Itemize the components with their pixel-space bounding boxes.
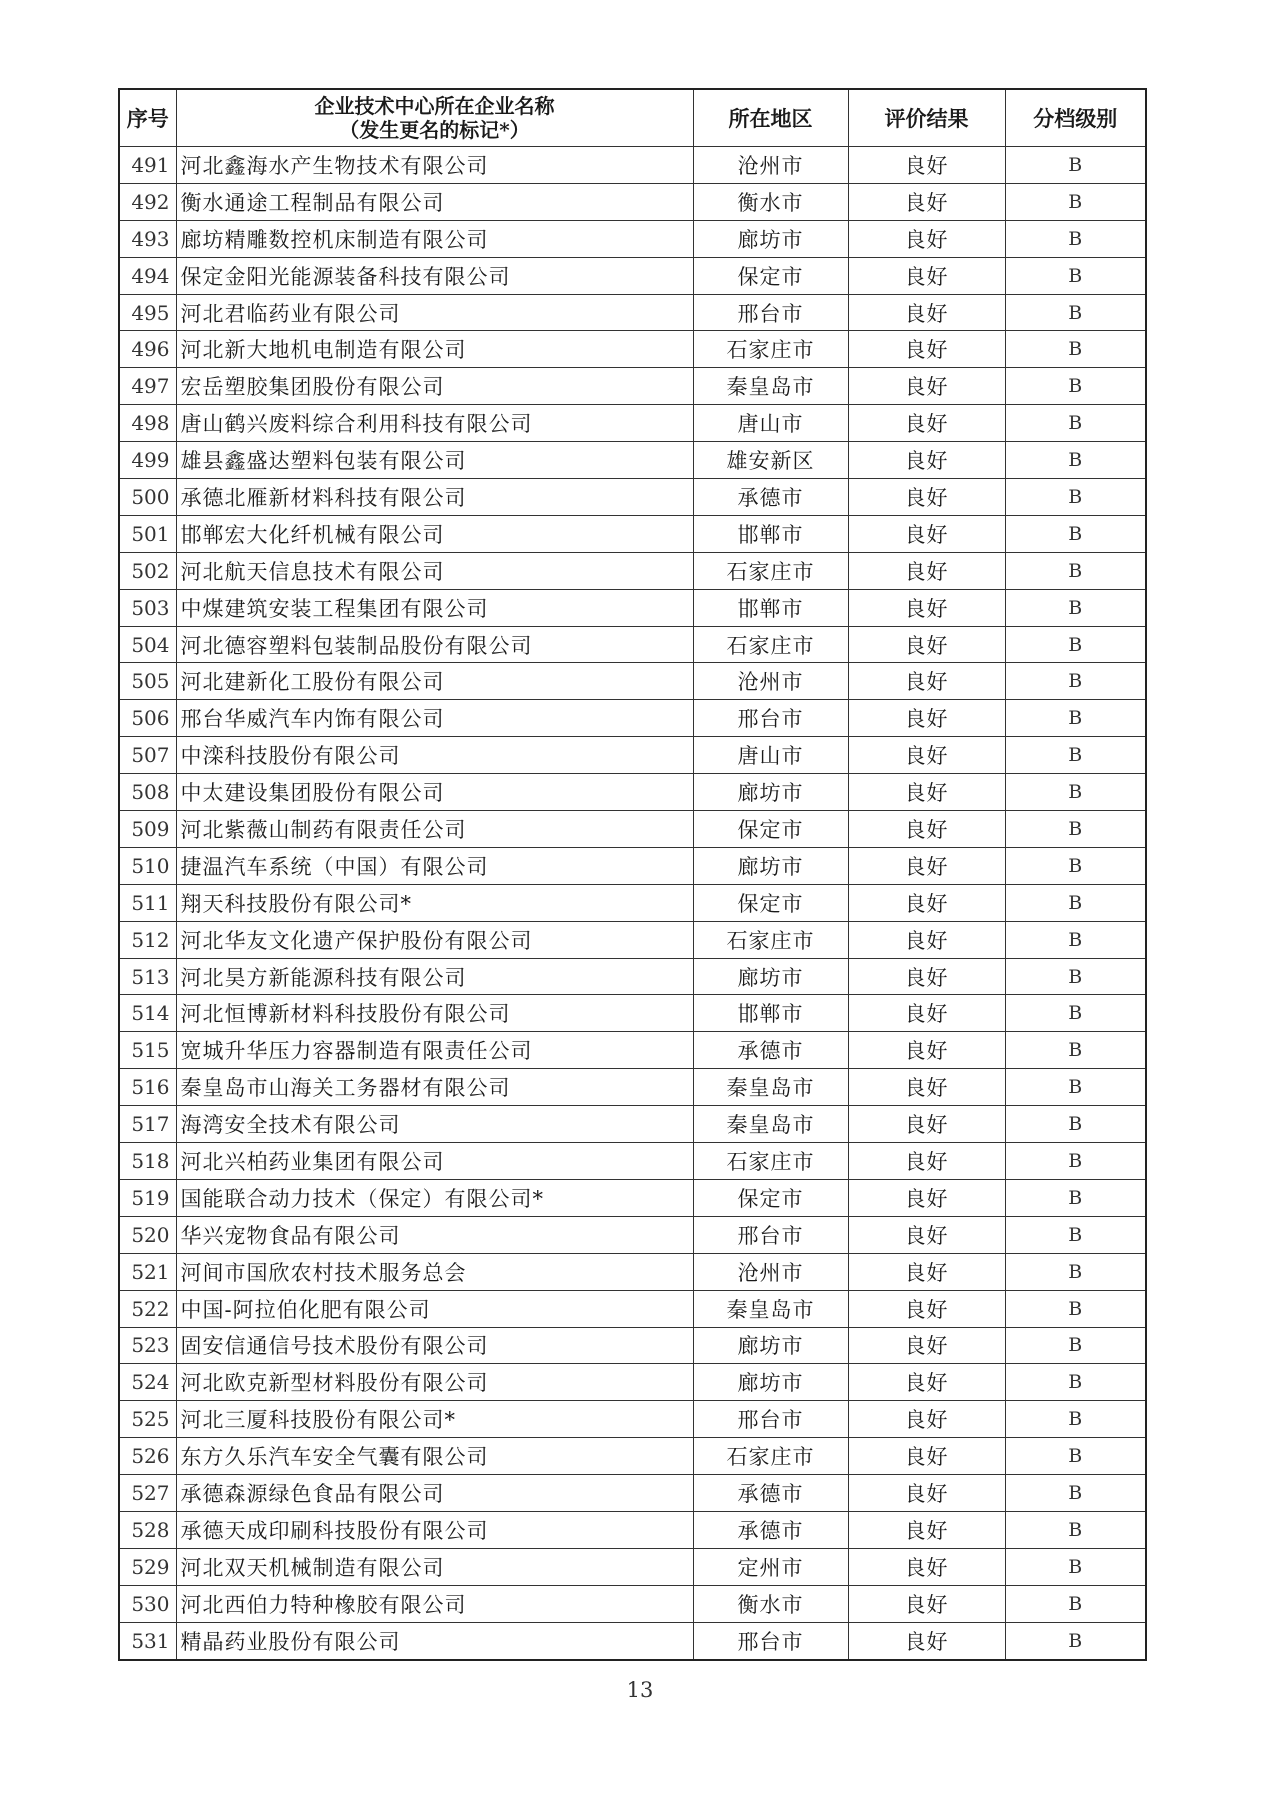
row-result: 良好 <box>848 1143 1005 1180</box>
table-row <box>119 147 1146 184</box>
row-grade: B <box>1005 442 1146 479</box>
row-enterprise-name: 河北欧克新型材料股份有限公司 <box>176 1364 693 1401</box>
row-region: 廊坊市 <box>693 958 848 995</box>
row-enterprise-name: 邢台华威汽车内饰有限公司 <box>176 700 693 737</box>
row-result: 良好 <box>848 1622 1005 1659</box>
row-grade: B <box>1005 958 1146 995</box>
row-enterprise-name: 河北德容塑料包装制品股份有限公司 <box>176 626 693 663</box>
row-region: 秦皇岛市 <box>693 1290 848 1327</box>
row-grade: B <box>1005 884 1146 921</box>
row-seq: 500 <box>119 479 176 516</box>
row-result: 良好 <box>848 1327 1005 1364</box>
row-enterprise-name: 邯郸宏大化纤机械有限公司 <box>176 515 693 552</box>
row-seq: 501 <box>119 515 176 552</box>
table-row <box>119 1585 1146 1622</box>
row-region: 沧州市 <box>693 1253 848 1290</box>
row-grade: B <box>1005 1511 1146 1548</box>
row-grade: B <box>1005 1548 1146 1585</box>
table-row <box>119 257 1146 294</box>
row-seq: 518 <box>119 1143 176 1180</box>
row-grade: B <box>1005 847 1146 884</box>
table-row <box>119 1216 1146 1253</box>
row-result: 良好 <box>848 1290 1005 1327</box>
row-enterprise-name: 河北三厦科技股份有限公司* <box>176 1401 693 1438</box>
row-grade: B <box>1005 1069 1146 1106</box>
row-result: 良好 <box>848 220 1005 257</box>
row-seq: 529 <box>119 1548 176 1585</box>
row-seq: 530 <box>119 1585 176 1622</box>
row-region: 保定市 <box>693 257 848 294</box>
row-enterprise-name: 河北兴柏药业集团有限公司 <box>176 1143 693 1180</box>
row-seq: 502 <box>119 552 176 589</box>
row-seq: 513 <box>119 958 176 995</box>
row-region: 沧州市 <box>693 663 848 700</box>
row-seq: 499 <box>119 442 176 479</box>
row-enterprise-name: 廊坊精雕数控机床制造有限公司 <box>176 220 693 257</box>
row-grade: B <box>1005 1290 1146 1327</box>
row-enterprise-name: 捷温汽车系统（中国）有限公司 <box>176 847 693 884</box>
table-row <box>119 515 1146 552</box>
row-region: 石家庄市 <box>693 1438 848 1475</box>
row-result: 良好 <box>848 995 1005 1032</box>
row-grade: B <box>1005 1364 1146 1401</box>
row-enterprise-name: 国能联合动力技术（保定）有限公司* <box>176 1179 693 1216</box>
header-enterprise-name-line1: 企业技术中心所在企业名称 <box>314 94 555 118</box>
table-row <box>119 1364 1146 1401</box>
row-region: 保定市 <box>693 884 848 921</box>
row-grade: B <box>1005 368 1146 405</box>
table-row <box>119 958 1146 995</box>
row-result: 良好 <box>848 737 1005 774</box>
row-result: 良好 <box>848 1401 1005 1438</box>
row-seq: 491 <box>119 147 176 184</box>
row-result: 良好 <box>848 1548 1005 1585</box>
row-result: 良好 <box>848 183 1005 220</box>
row-grade: B <box>1005 921 1146 958</box>
row-seq: 526 <box>119 1438 176 1475</box>
row-region: 承德市 <box>693 1032 848 1069</box>
table-row <box>119 405 1146 442</box>
row-region: 邢台市 <box>693 294 848 331</box>
table-row <box>119 1548 1146 1585</box>
table-row <box>119 663 1146 700</box>
header-enterprise-name-line2: （发生更名的标记*） <box>339 118 530 142</box>
row-grade: B <box>1005 1253 1146 1290</box>
row-seq: 497 <box>119 368 176 405</box>
row-result: 良好 <box>848 1106 1005 1143</box>
row-region: 石家庄市 <box>693 921 848 958</box>
table-row <box>119 552 1146 589</box>
table-row <box>119 1401 1146 1438</box>
row-enterprise-name: 华兴宠物食品有限公司 <box>176 1216 693 1253</box>
row-result: 良好 <box>848 1438 1005 1475</box>
row-enterprise-name: 固安信通信号技术股份有限公司 <box>176 1327 693 1364</box>
row-result: 良好 <box>848 442 1005 479</box>
table-row <box>119 1032 1146 1069</box>
row-grade: B <box>1005 774 1146 811</box>
row-region: 邢台市 <box>693 1401 848 1438</box>
row-result: 良好 <box>848 257 1005 294</box>
row-region: 衡水市 <box>693 183 848 220</box>
row-region: 衡水市 <box>693 1585 848 1622</box>
row-seq: 515 <box>119 1032 176 1069</box>
row-seq: 523 <box>119 1327 176 1364</box>
table-row <box>119 1179 1146 1216</box>
row-seq: 522 <box>119 1290 176 1327</box>
row-grade: B <box>1005 1401 1146 1438</box>
row-region: 定州市 <box>693 1548 848 1585</box>
row-seq: 516 <box>119 1069 176 1106</box>
row-seq: 521 <box>119 1253 176 1290</box>
row-result: 良好 <box>848 1069 1005 1106</box>
row-seq: 512 <box>119 921 176 958</box>
row-region: 沧州市 <box>693 147 848 184</box>
row-grade: B <box>1005 1438 1146 1475</box>
row-grade: B <box>1005 1143 1146 1180</box>
row-enterprise-name: 河北华友文化遗产保护股份有限公司 <box>176 921 693 958</box>
header-result: 评价结果 <box>848 89 1005 147</box>
row-result: 良好 <box>848 515 1005 552</box>
row-result: 良好 <box>848 368 1005 405</box>
row-enterprise-name: 河北建新化工股份有限公司 <box>176 663 693 700</box>
row-result: 良好 <box>848 700 1005 737</box>
row-region: 承德市 <box>693 1475 848 1512</box>
table-row <box>119 1327 1146 1364</box>
table-row <box>119 368 1146 405</box>
row-grade: B <box>1005 1106 1146 1143</box>
table-body <box>119 147 1146 1660</box>
row-result: 良好 <box>848 1475 1005 1512</box>
row-grade: B <box>1005 515 1146 552</box>
row-result: 良好 <box>848 811 1005 848</box>
row-result: 良好 <box>848 884 1005 921</box>
row-seq: 520 <box>119 1216 176 1253</box>
row-region: 廊坊市 <box>693 774 848 811</box>
row-enterprise-name: 海湾安全技术有限公司 <box>176 1106 693 1143</box>
table-row <box>119 183 1146 220</box>
row-enterprise-name: 东方久乐汽车安全气囊有限公司 <box>176 1438 693 1475</box>
row-seq: 514 <box>119 995 176 1032</box>
row-grade: B <box>1005 552 1146 589</box>
row-region: 石家庄市 <box>693 331 848 368</box>
row-enterprise-name: 唐山鹤兴废料综合利用科技有限公司 <box>176 405 693 442</box>
row-region: 廊坊市 <box>693 1364 848 1401</box>
row-region: 唐山市 <box>693 405 848 442</box>
row-enterprise-name: 宏岳塑胶集团股份有限公司 <box>176 368 693 405</box>
row-enterprise-name: 精晶药业股份有限公司 <box>176 1622 693 1659</box>
row-seq: 496 <box>119 331 176 368</box>
row-seq: 508 <box>119 774 176 811</box>
row-result: 良好 <box>848 147 1005 184</box>
row-seq: 519 <box>119 1179 176 1216</box>
table-row <box>119 331 1146 368</box>
row-result: 良好 <box>848 1511 1005 1548</box>
table-row <box>119 294 1146 331</box>
table-row <box>119 220 1146 257</box>
row-region: 邯郸市 <box>693 515 848 552</box>
table-row <box>119 589 1146 626</box>
row-result: 良好 <box>848 626 1005 663</box>
row-result: 良好 <box>848 1216 1005 1253</box>
row-result: 良好 <box>848 294 1005 331</box>
row-enterprise-name: 承德森源绿色食品有限公司 <box>176 1475 693 1512</box>
row-seq: 531 <box>119 1622 176 1659</box>
row-grade: B <box>1005 1622 1146 1659</box>
row-grade: B <box>1005 737 1146 774</box>
row-enterprise-name: 河北航天信息技术有限公司 <box>176 552 693 589</box>
header-region: 所在地区 <box>693 89 848 147</box>
row-enterprise-name: 雄县鑫盛达塑料包装有限公司 <box>176 442 693 479</box>
row-seq: 494 <box>119 257 176 294</box>
row-enterprise-name: 河北西伯力特种橡胶有限公司 <box>176 1585 693 1622</box>
row-seq: 506 <box>119 700 176 737</box>
table-row <box>119 1511 1146 1548</box>
row-result: 良好 <box>848 1364 1005 1401</box>
table-row <box>119 1143 1146 1180</box>
row-seq: 524 <box>119 1364 176 1401</box>
table-row <box>119 1622 1146 1659</box>
header-seq: 序号 <box>119 89 176 147</box>
row-result: 良好 <box>848 774 1005 811</box>
table-row <box>119 479 1146 516</box>
row-grade: B <box>1005 1179 1146 1216</box>
row-seq: 528 <box>119 1511 176 1548</box>
page-number: 13 <box>626 1678 654 1702</box>
header-enterprise-name <box>176 89 693 147</box>
row-result: 良好 <box>848 552 1005 589</box>
row-region: 邯郸市 <box>693 995 848 1032</box>
row-region: 保定市 <box>693 1179 848 1216</box>
row-result: 良好 <box>848 589 1005 626</box>
row-enterprise-name: 河北新大地机电制造有限公司 <box>176 331 693 368</box>
row-region: 秦皇岛市 <box>693 1106 848 1143</box>
row-result: 良好 <box>848 331 1005 368</box>
row-grade: B <box>1005 1327 1146 1364</box>
row-region: 廊坊市 <box>693 847 848 884</box>
row-result: 良好 <box>848 921 1005 958</box>
row-enterprise-name: 河北昊方新能源科技有限公司 <box>176 958 693 995</box>
row-enterprise-name: 承德北雁新材料科技有限公司 <box>176 479 693 516</box>
row-grade: B <box>1005 1032 1146 1069</box>
row-region: 石家庄市 <box>693 626 848 663</box>
row-result: 良好 <box>848 1179 1005 1216</box>
row-enterprise-name: 河北鑫海水产生物技术有限公司 <box>176 147 693 184</box>
row-result: 良好 <box>848 1585 1005 1622</box>
row-grade: B <box>1005 479 1146 516</box>
row-enterprise-name: 保定金阳光能源装备科技有限公司 <box>176 257 693 294</box>
row-enterprise-name: 中太建设集团股份有限公司 <box>176 774 693 811</box>
row-result: 良好 <box>848 405 1005 442</box>
table-row <box>119 995 1146 1032</box>
row-region: 唐山市 <box>693 737 848 774</box>
table-row <box>119 442 1146 479</box>
table-header-row <box>119 89 1146 147</box>
row-enterprise-name: 河北紫薇山制药有限责任公司 <box>176 811 693 848</box>
table-row <box>119 921 1146 958</box>
row-enterprise-name: 承德天成印刷科技股份有限公司 <box>176 1511 693 1548</box>
row-enterprise-name: 河北恒博新材料科技股份有限公司 <box>176 995 693 1032</box>
row-grade: B <box>1005 147 1146 184</box>
row-region: 石家庄市 <box>693 552 848 589</box>
row-enterprise-name: 河间市国欣农村技术服务总会 <box>176 1253 693 1290</box>
row-grade: B <box>1005 220 1146 257</box>
table-row <box>119 700 1146 737</box>
row-result: 良好 <box>848 479 1005 516</box>
row-region: 雄安新区 <box>693 442 848 479</box>
row-grade: B <box>1005 257 1146 294</box>
row-enterprise-name: 秦皇岛市山海关工务器材有限公司 <box>176 1069 693 1106</box>
row-seq: 505 <box>119 663 176 700</box>
row-seq: 507 <box>119 737 176 774</box>
table-row <box>119 774 1146 811</box>
table-row <box>119 1438 1146 1475</box>
row-enterprise-name: 河北双天机械制造有限公司 <box>176 1548 693 1585</box>
row-region: 邯郸市 <box>693 589 848 626</box>
row-enterprise-name: 中煤建筑安装工程集团有限公司 <box>176 589 693 626</box>
row-region: 保定市 <box>693 811 848 848</box>
row-region: 秦皇岛市 <box>693 368 848 405</box>
row-seq: 517 <box>119 1106 176 1143</box>
row-seq: 509 <box>119 811 176 848</box>
row-enterprise-name: 衡水通途工程制品有限公司 <box>176 183 693 220</box>
table-row <box>119 1106 1146 1143</box>
row-seq: 527 <box>119 1475 176 1512</box>
row-region: 廊坊市 <box>693 220 848 257</box>
row-grade: B <box>1005 405 1146 442</box>
row-seq: 504 <box>119 626 176 663</box>
row-result: 良好 <box>848 663 1005 700</box>
row-grade: B <box>1005 183 1146 220</box>
row-grade: B <box>1005 589 1146 626</box>
table-row <box>119 626 1146 663</box>
enterprise-evaluation-table <box>118 88 1147 1661</box>
row-grade: B <box>1005 331 1146 368</box>
row-region: 邢台市 <box>693 1622 848 1659</box>
table-row <box>119 884 1146 921</box>
row-grade: B <box>1005 995 1146 1032</box>
table-row <box>119 1475 1146 1512</box>
row-seq: 492 <box>119 183 176 220</box>
row-result: 良好 <box>848 958 1005 995</box>
row-grade: B <box>1005 1475 1146 1512</box>
table-row <box>119 737 1146 774</box>
table-row <box>119 1253 1146 1290</box>
table-row <box>119 1290 1146 1327</box>
row-seq: 511 <box>119 884 176 921</box>
row-result: 良好 <box>848 847 1005 884</box>
table-row <box>119 1069 1146 1106</box>
row-enterprise-name: 翔天科技股份有限公司* <box>176 884 693 921</box>
row-result: 良好 <box>848 1032 1005 1069</box>
row-grade: B <box>1005 294 1146 331</box>
row-seq: 503 <box>119 589 176 626</box>
row-seq: 498 <box>119 405 176 442</box>
row-enterprise-name: 中滦科技股份有限公司 <box>176 737 693 774</box>
row-enterprise-name: 河北君临药业有限公司 <box>176 294 693 331</box>
row-enterprise-name: 中国-阿拉伯化肥有限公司 <box>176 1290 693 1327</box>
row-region: 石家庄市 <box>693 1143 848 1180</box>
row-seq: 493 <box>119 220 176 257</box>
row-region: 廊坊市 <box>693 1327 848 1364</box>
row-region: 秦皇岛市 <box>693 1069 848 1106</box>
row-result: 良好 <box>848 1253 1005 1290</box>
header-grade: 分档级别 <box>1005 89 1146 147</box>
row-grade: B <box>1005 811 1146 848</box>
row-seq: 495 <box>119 294 176 331</box>
row-region: 邢台市 <box>693 700 848 737</box>
table-row <box>119 847 1146 884</box>
table-row <box>119 811 1146 848</box>
row-grade: B <box>1005 1216 1146 1253</box>
row-grade: B <box>1005 700 1146 737</box>
row-grade: B <box>1005 626 1146 663</box>
row-seq: 510 <box>119 847 176 884</box>
row-enterprise-name: 宽城升华压力容器制造有限责任公司 <box>176 1032 693 1069</box>
row-grade: B <box>1005 1585 1146 1622</box>
row-region: 邢台市 <box>693 1216 848 1253</box>
row-region: 承德市 <box>693 1511 848 1548</box>
row-region: 承德市 <box>693 479 848 516</box>
row-grade: B <box>1005 663 1146 700</box>
row-seq: 525 <box>119 1401 176 1438</box>
